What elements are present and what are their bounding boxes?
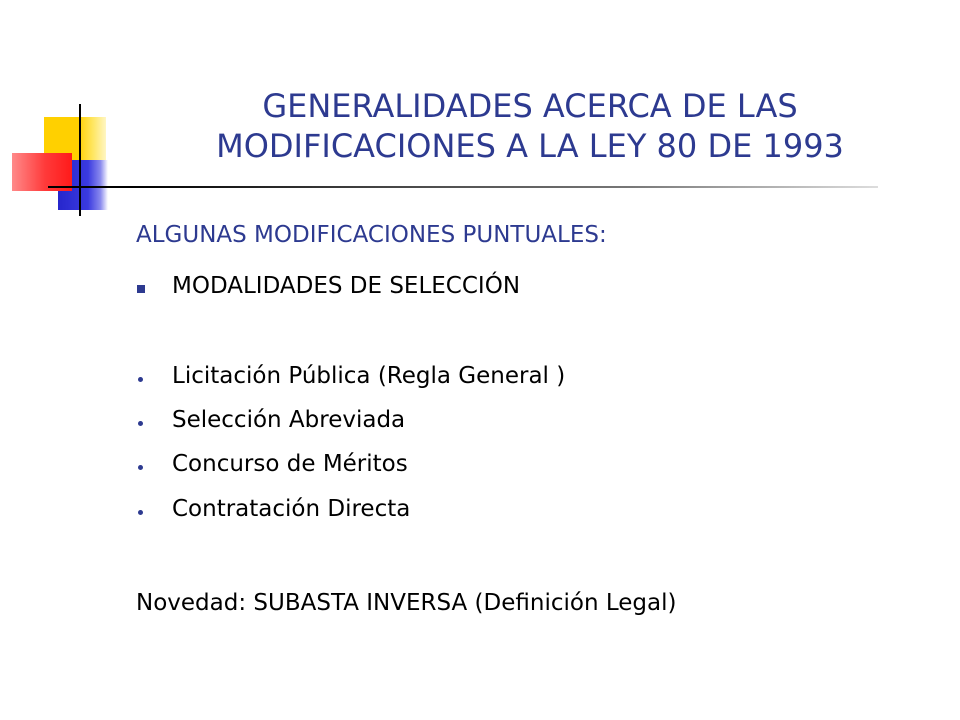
list-item: Concurso de Méritos [172,451,408,477]
list-item: Licitación Pública (Regla General ) [172,363,566,389]
title-line-2: MODIFICACIONES A LA LEY 80 DE 1993 [216,127,844,165]
bullet-dot-icon [138,465,143,470]
slide-title [130,86,930,166]
subheading: ALGUNAS MODIFICACIONES PUNTUALES: [136,222,607,248]
list-item: Selección Abreviada [172,407,406,433]
vertical-decor-line [79,104,81,216]
bullet-dot-icon [138,377,143,382]
main-bullet-text: MODALIDADES DE SELECCIÓN [172,273,521,299]
title-line-1: GENERALIDADES ACERCA DE LAS [262,87,798,125]
square-bullet-icon [137,285,145,293]
bullet-dot-icon [138,510,143,515]
title-divider-line [48,186,878,188]
footer-note: Novedad: SUBASTA INVERSA (Definición Legal) [136,590,677,616]
list-item: Contratación Directa [172,496,411,522]
bullet-dot-icon [138,421,143,426]
